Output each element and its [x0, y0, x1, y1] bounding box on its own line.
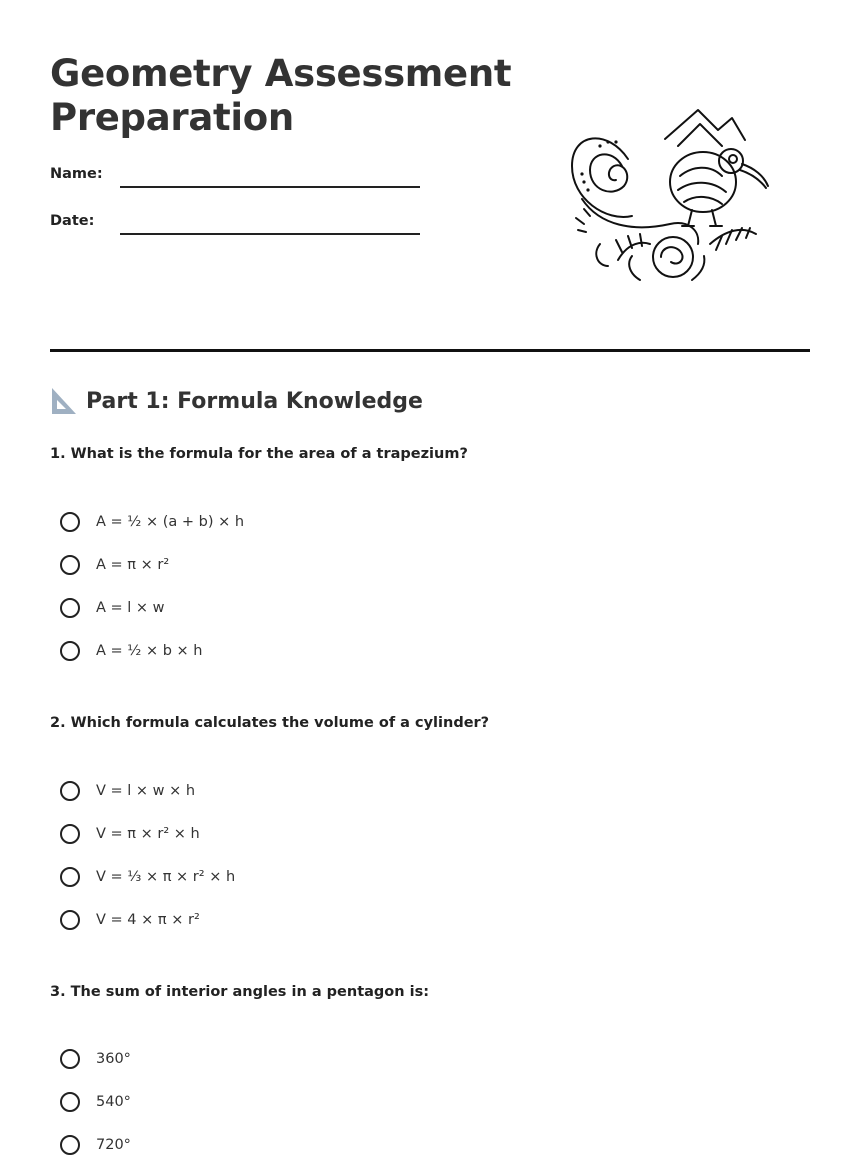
section-divider [50, 349, 810, 352]
option-q1-b[interactable] [60, 555, 169, 575]
question-2: 2. Which formula calculates the volume of a cylinder? [50, 715, 490, 731]
option-q3-a[interactable] [60, 1049, 131, 1069]
option-label: A = ½ × (a + b) × h [96, 514, 245, 530]
option-label: 360° [96, 1051, 131, 1067]
section-heading [50, 386, 423, 416]
option-q3-b[interactable] [60, 1092, 131, 1112]
option-q1-d[interactable] [60, 641, 202, 661]
radio-button[interactable] [60, 1092, 80, 1112]
radio-button[interactable] [60, 781, 80, 801]
option-q2-a[interactable] [60, 781, 195, 801]
radio-button[interactable] [60, 1049, 80, 1069]
option-q1-c[interactable] [60, 598, 165, 618]
title-line-1: Geometry Assessment [50, 52, 512, 95]
radio-button[interactable] [60, 641, 80, 661]
option-label: A = l × w [96, 600, 165, 616]
option-label: V = π × r² × h [96, 826, 200, 842]
radio-button[interactable] [60, 824, 80, 844]
radio-button[interactable] [60, 1135, 80, 1155]
name-field[interactable] [120, 186, 420, 188]
question-1: 1. What is the formula for the area of a trapezium? [50, 446, 468, 462]
option-label: A = π × r² [96, 557, 170, 573]
kiwi-bird-logo [560, 104, 775, 294]
option-label: 540° [96, 1094, 131, 1110]
radio-button[interactable] [60, 555, 80, 575]
option-label: V = ⅓ × π × r² × h [96, 869, 236, 885]
radio-button[interactable] [60, 598, 80, 618]
date-field[interactable] [120, 233, 420, 235]
option-q2-b[interactable] [60, 824, 200, 844]
section-title: Part 1: Formula Knowledge [86, 388, 423, 414]
radio-button[interactable] [60, 867, 80, 887]
option-label: V = l × w × h [96, 783, 196, 799]
title-line-2: Preparation [50, 96, 294, 139]
option-q3-c[interactable] [60, 1135, 131, 1155]
option-label: A = ½ × b × h [96, 643, 203, 659]
option-label: 720° [96, 1137, 131, 1153]
option-label: V = 4 × π × r² [96, 912, 200, 928]
option-q1-a[interactable] [60, 512, 244, 532]
question-3: 3. The sum of interior angles in a pentagon is: [50, 984, 430, 1000]
date-label: Date: [50, 213, 95, 229]
option-q2-d[interactable] [60, 910, 200, 930]
radio-button[interactable] [60, 910, 80, 930]
page-title [50, 52, 530, 140]
radio-button[interactable] [60, 512, 80, 532]
option-q2-c[interactable] [60, 867, 235, 887]
name-label: Name: [50, 166, 103, 182]
set-square-icon [50, 386, 78, 416]
